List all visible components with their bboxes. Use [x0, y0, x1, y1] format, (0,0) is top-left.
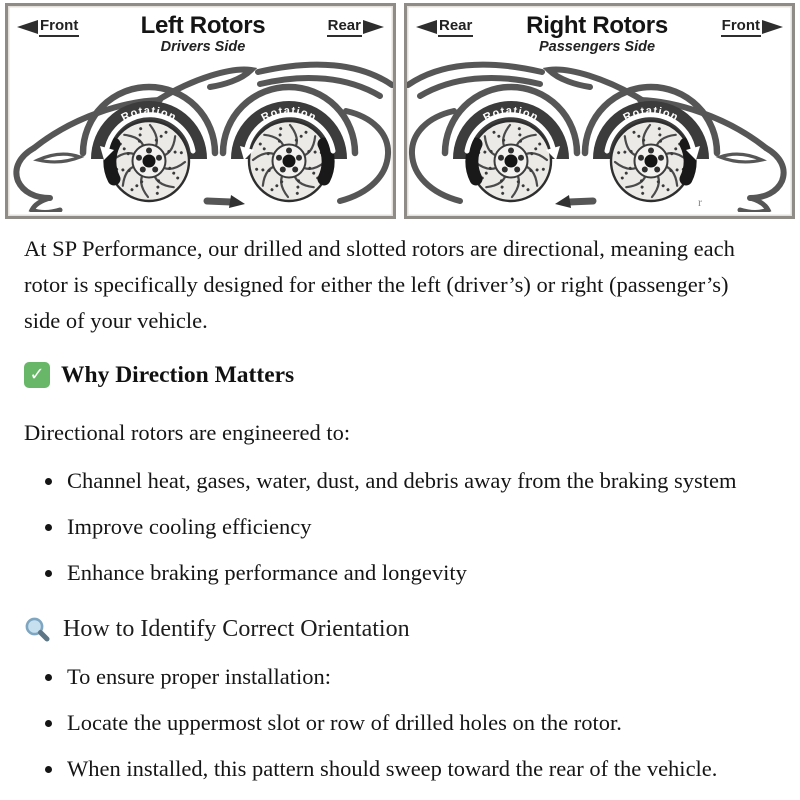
list-item: • Channel heat, gases, water, dust, and debris away from the braking system	[65, 463, 759, 499]
right-rotors-panel	[404, 3, 795, 219]
why-bullet-list	[24, 463, 776, 591]
direction-label-text: Rear	[327, 18, 362, 37]
rotation-label: Rotation	[621, 105, 681, 125]
list-item: • Locate the uppermost slot or row of drilled holes on the rotor.	[65, 705, 759, 741]
list-item: • Improve cooling efficiency	[65, 509, 759, 545]
check-mark-icon: ✓	[24, 362, 50, 388]
section-heading-why-direction-matters	[24, 357, 776, 393]
arrow-right-icon	[363, 20, 384, 34]
panel-title: Right Rotors	[526, 12, 668, 39]
arrow-right-icon	[762, 20, 783, 34]
arrow-left-icon	[416, 20, 437, 34]
rear-direction-label	[327, 18, 384, 37]
list-item: • When installed, this pattern should sweep toward the rear of the vehicle.	[65, 751, 759, 787]
article-body	[0, 219, 800, 787]
magnifying-glass-icon	[24, 616, 51, 643]
left-panel-header	[8, 6, 393, 55]
rotor-direction-diagram	[0, 0, 800, 219]
lead-paragraph: Directional rotors are engineered to:	[24, 420, 351, 445]
arrow-left-icon	[17, 20, 38, 34]
how-bullet-list	[24, 659, 776, 787]
heading-text: How to Identify Correct Orientation	[63, 616, 410, 642]
stray-mark: r	[698, 195, 702, 210]
panel-title: Left Rotors	[140, 12, 266, 39]
list-item: • Enhance braking performance and longevity	[65, 555, 759, 591]
list-item: • To ensure proper installation:	[65, 659, 759, 695]
left-rotors-panel	[5, 3, 396, 219]
rotation-label: Rotation	[259, 105, 319, 125]
right-panel-header	[407, 6, 792, 55]
rear-direction-label	[416, 18, 473, 37]
front-direction-label	[17, 18, 79, 37]
rotation-label: Rotation	[119, 105, 179, 125]
direction-label-text: Front	[721, 18, 761, 37]
car-sketch-right	[407, 54, 792, 212]
panel-titles	[141, 14, 266, 55]
panel-titles	[526, 14, 668, 55]
section-heading-how-to-identify	[24, 611, 776, 647]
panel-subtitle: Drivers Side	[160, 39, 246, 56]
car-sketch-left	[8, 54, 393, 212]
heading-text: Why Direction Matters	[61, 362, 295, 388]
intro-paragraph: At SP Performance, our drilled and slotted rotors are directional, meaning each rotor is specifically designed for either the left (driver’s) or right (passenger’s) side of your vehicle.	[24, 236, 735, 333]
rotation-label: Rotation	[481, 105, 541, 125]
direction-label-text: Front	[39, 18, 79, 37]
direction-label-text: Rear	[438, 18, 473, 37]
panel-subtitle: Passengers Side	[538, 39, 656, 56]
front-direction-label	[721, 18, 783, 37]
